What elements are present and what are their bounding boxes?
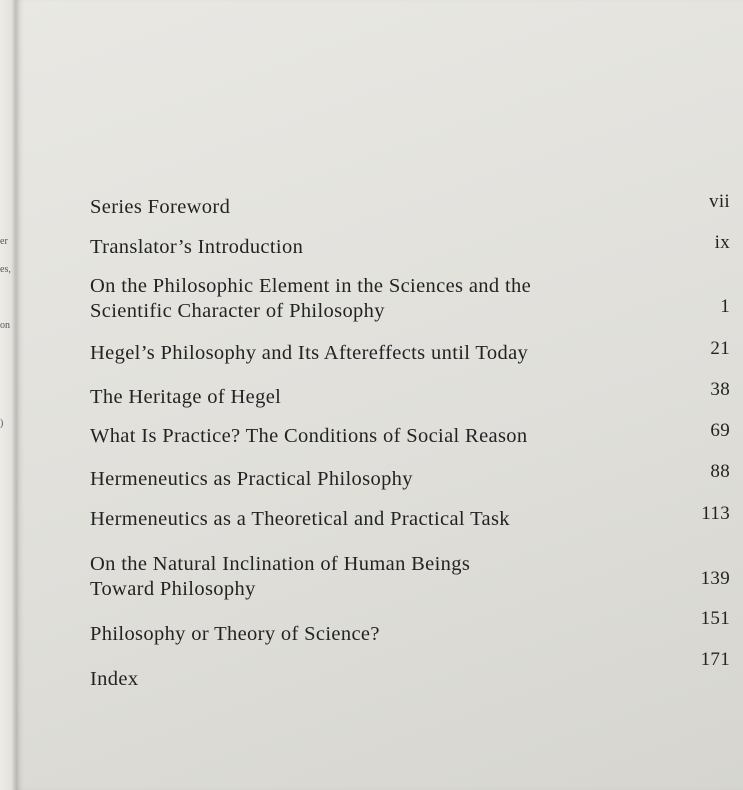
toc-title-line: What Is Practice? The Conditions of Social Reason [90,425,528,447]
toc-page-number: 113 [701,503,730,524]
left-page-fragment: on [0,320,10,331]
toc-page-number: vii [709,191,730,212]
toc-page-number: 38 [710,379,730,400]
toc-title-line: Philosophy or Theory of Science? [90,623,380,645]
toc-page-number: 151 [700,608,730,629]
left-page-fragment: ) [0,418,4,429]
toc-entry-title [90,274,610,324]
toc-page-number: 1 [720,296,730,317]
toc-entry-title [90,552,610,602]
toc-page-number: 69 [710,420,730,441]
toc-entry-title [90,235,610,260]
toc-page-number: 171 [700,649,730,670]
toc-title-line: On the Philosophic Element in the Sciences and the [90,275,532,297]
left-page-edge [0,0,16,790]
toc-entry-title [90,467,610,492]
toc-title-line: Toward Philosophy [90,578,256,600]
toc-title-line: Hegel’s Philosophy and Its Aftereffects until Today [90,342,529,364]
toc-entry-title [90,667,610,692]
left-page-fragment: er [0,236,8,247]
toc-page-number: ix [714,232,730,253]
toc-entry-title [90,195,610,220]
toc-title-line: The Heritage of Hegel [90,386,282,408]
toc-title-line: Hermeneutics as Practical Philosophy [90,468,413,490]
toc-entry-title [90,507,610,532]
toc-entry-title [90,385,610,410]
toc-title-line: Index [90,668,139,690]
toc-title-line: Hermeneutics as a Theoretical and Practical Task [90,508,510,530]
toc-entry-title [90,622,610,647]
toc-entry-title [90,424,610,449]
toc-entry-title [90,341,610,366]
toc-page-number: 88 [710,461,730,482]
toc-title-line: Series Foreword [90,196,231,218]
contents-page [16,0,743,790]
toc-title-line: Translator’s Introduction [90,236,304,258]
toc-page-number: 21 [710,338,730,359]
toc-page-number: 139 [700,568,730,589]
left-page-fragment: es, [0,264,11,275]
toc-title-line: Scientific Character of Philosophy [90,300,385,322]
toc-title-line: On the Natural Inclination of Human Beings [90,553,471,575]
